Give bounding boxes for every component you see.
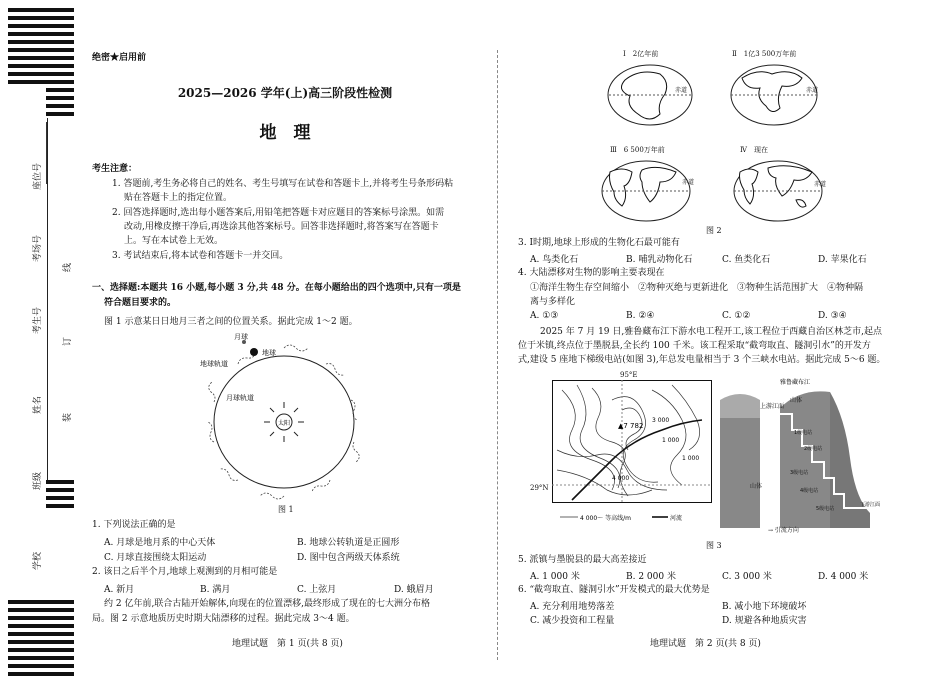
contour-map [552,380,712,530]
page-1-footer: 地理试题 第 1 页(共 8 页) [232,639,343,649]
q3-option-c[interactable]: C. 鱼类化石 [722,255,771,265]
q5-option-a[interactable]: A. 1 000 米 [530,572,580,582]
page-2-footer: 地理试题 第 2 页(共 8 页) [650,639,761,649]
candidate-number-label: 考生号 [33,306,43,334]
map-label: Ⅳ 现在 [740,146,768,154]
barcode-stripe [8,48,74,52]
confidential-mark: 绝密★启用前 [92,53,147,63]
exam-title: 2025—2026 学年(上)高三阶段性检测 [177,86,393,100]
barcode-stripe [46,480,74,484]
mountain-label: 山体 [790,397,803,404]
question-3-stem: 3. Ⅰ时期,地球上形成的生物化石最可能有 [518,238,680,248]
barcode-stripe [8,56,74,60]
barcode-stripe [46,496,74,500]
barcode-stripe [46,112,74,116]
world-map-icon [730,158,826,228]
map-label: Ⅰ 2亿年前 [623,50,659,58]
contour-value: 1 000 [682,455,700,462]
question-5-stem: 5. 派镇与墨脱县的最大高差接近 [518,555,647,565]
continental-drift-map-1 [605,52,695,130]
map-label: Ⅱ 1亿3 500万年前 [732,50,797,58]
passage-line: 约 2 亿年前,联合古陆开始解体,向现在的位置漂移,最终形成了现在的七大洲分布格 [104,599,431,609]
section-heading: 一、选择题:本题共 16 小题,每小题 3 分,共 48 分。在每小题给出的四个选项中,只有一项是 [92,283,461,293]
q4-option-a[interactable]: A. ①③ [530,311,559,321]
barcode-stripe [8,648,74,652]
passage-line: 位于米镇,终点位于墨脱县,全长约 100 千米。该工程采取“截弯取直、隧洞引水”的开发方 [518,341,871,351]
seat-number-field[interactable] [46,122,47,184]
q4-statements: ①海洋生物生存空间缩小 ②物种灭绝与更新进化 ③物种生活范围扩大 ④物种隔 [530,283,864,293]
figure-1-diagram [196,330,376,515]
q6-option-a[interactable]: A. 充分利用地势落差 [530,602,615,612]
notice-line: 贴在答题卡上的指定位置。 [124,193,233,203]
q2-option-d[interactable]: D. 蛾眉月 [394,585,434,595]
q4-option-c[interactable]: C. ①② [722,311,751,321]
mountain-left [720,400,763,528]
figure1-intro: 图 1 示意某日日地月三者之间的位置关系。据此完成 1～2 题。 [104,317,358,327]
q1-option-a[interactable]: A. 月球是地月系的中心天体 [104,538,216,548]
notice-title: 考生注意： [92,164,138,174]
passage-line: 局。图 2 示意地质历史时期大陆漂移的过程。据此完成 3～4 题。 [92,614,355,624]
barcode-stripe [8,16,74,20]
world-map-icon [605,62,695,132]
latitude-label: 29°N [530,484,549,492]
q2-option-c[interactable]: C. 上弦月 [297,585,337,595]
moon-orbit-label: 月球轨道 [226,394,254,402]
downstream-label: 下游江面 [860,502,880,508]
station-4-label: 4级电站 [800,488,819,494]
station-2-label: 2级电站 [804,446,823,452]
class-label: 班级 [33,471,43,490]
barcode-stripe [8,64,74,68]
subject-title: 地 理 [259,123,311,143]
barcode-stripe [8,80,74,84]
continental-drift-map-2 [728,52,824,130]
river-legend: 河流 [670,515,683,522]
question-4-stem: 4. 大陆漂移对生物的影响主要表现在 [518,268,665,278]
barcode-stripe [46,96,74,100]
school-label: 学校 [33,551,43,570]
barcode-stripe [8,32,74,36]
binding-edge-line [47,118,48,480]
barcode-stripe [8,8,74,12]
exam-room-label: 考场号 [33,234,43,262]
question-6-stem: 6. “截弯取直、隧洞引水”开发模式的最大优势是 [518,585,710,595]
q2-option-a[interactable]: A. 新月 [104,585,135,595]
equator-label: 赤道 [814,181,827,188]
figure-2-caption: 图 2 [706,226,722,235]
q3-option-a[interactable]: A. 鸟类化石 [530,255,579,265]
equator-label: 赤道 [682,179,695,186]
equator-label: 赤道 [806,87,819,94]
barcode-stripe [8,72,74,76]
earth-label: 地球 [262,349,276,357]
q4-statements-cont: 离与多样化 [530,297,576,307]
barcode-stripe [8,600,74,604]
barcode-stripe [8,640,74,644]
hydropower-profile [720,378,880,530]
station-1-label: 1级电站 [794,430,813,436]
barcode-stripe [8,624,74,628]
contour-legend: 4 000～ 等高线/m [580,515,631,522]
barcode-stripe [8,672,74,676]
continental-drift-map-4 [730,148,826,226]
barcode-stripe [46,88,74,92]
contour-value: 3 000 [652,417,670,424]
station-5-label: 5级电站 [816,506,835,512]
map-label: Ⅲ 6 500万年前 [610,146,665,154]
contour-value: 4 000 [612,475,630,482]
bind-mark: 装 [63,412,73,422]
moon-label: 月球 [234,333,248,341]
flow-legend: → 引流方向 [768,527,799,534]
earth-orbit-label: 地球轨道 [200,360,228,368]
barcode-stripe [46,488,74,492]
q5-option-d[interactable]: D. 4 000 米 [818,572,869,582]
q5-option-b[interactable]: B. 2 000 米 [626,572,676,582]
q1-option-b[interactable]: B. 地球公转轨道是正圆形 [297,538,400,548]
world-map-icon [728,62,824,132]
staple-mark: 订 [63,336,73,346]
sun-label: 太阳 [278,420,291,427]
notice-line: 改动,用橡皮擦干净后,再选涂其他答案标号。回答非选择题时,将答案写在答题卡 [124,222,439,232]
notice-line: 上。写在本试卷上无效。 [124,236,224,246]
passage-line: 2025 年 7 月 19 日,雅鲁藏布江下游水电工程开工,该工程位于西藏自治区林芝市,起点 [540,327,882,337]
barcode-stripe [8,632,74,636]
section-heading-cont: 符合题目要求的。 [104,298,177,308]
barcode-stripe [8,608,74,612]
earth-icon [250,348,258,356]
peak-label: ▲7 782 [618,422,644,430]
notice-line: 2. 回答选择题时,选出每小题答案后,用铅笔把答题卡对应题目的答案标号涂黑。如需 [112,208,445,218]
barcode-stripe [8,24,74,28]
barcode-stripe [8,40,74,44]
cut-line-mark: 线 [63,262,73,272]
figure-3-caption: 图 3 [706,541,722,550]
barcode-stripe [8,656,74,660]
barcode-stripe [46,504,74,508]
question-2-stem: 2. 该日之后半个月,地球上观测到的月相可能是 [92,567,278,577]
q5-option-c[interactable]: C. 3 000 米 [722,572,772,582]
page-divider [497,50,498,660]
barcode-stripe [8,616,74,620]
name-label: 姓名 [33,395,43,414]
question-1-stem: 1. 下列说法正确的是 [92,520,176,530]
q4-option-d[interactable]: D. ③④ [818,311,847,321]
continental-drift-map-3 [598,148,694,226]
q6-option-d[interactable]: D. 规避各种地质灾害 [722,616,807,626]
notice-line: 1. 答题前,考生务必将自己的姓名、考生号填写在试卷和答题卡上,并将考生号条形码粘 [112,179,454,189]
barcode-stripe [46,104,74,108]
q2-option-b[interactable]: B. 满月 [200,585,231,595]
q6-option-c[interactable]: C. 减少投资和工程量 [530,616,615,626]
q3-option-d[interactable]: D. 苹果化石 [818,255,867,265]
barcode-stripe [8,664,74,668]
q4-option-b[interactable]: B. ②④ [626,311,655,321]
river-name: 雅鲁藏布江 [780,379,811,386]
q6-option-b[interactable]: B. 减小地下环境破坏 [722,602,807,612]
contour-value: 1 000 [662,437,680,444]
mountain-label: 山体 [750,483,763,490]
figure-1-caption: 图 1 [278,505,294,514]
notice-line: 3. 考试结束后,将本试卷和答题卡一并交回。 [112,251,289,261]
passage-line: 式,建设 5 座地下梯级电站(如图 3),年总发电量相当于 3 个三峡水电站。据此完成 5～6 题。 [518,355,886,365]
q3-option-b[interactable]: B. 哺乳动物化石 [626,255,693,265]
upstream-label: 上游江面 [760,403,785,410]
q1-option-c[interactable]: C. 月球直接围绕太阳运动 [104,553,207,563]
seat-number-label: 座位号 [33,162,43,190]
longitude-label: 95°E [620,371,638,379]
q1-option-d[interactable]: D. 图中包含两级天体系统 [297,553,400,563]
world-map-icon [598,158,694,228]
equator-label: 赤道 [675,87,688,94]
station-3-label: 3级电站 [790,470,809,476]
